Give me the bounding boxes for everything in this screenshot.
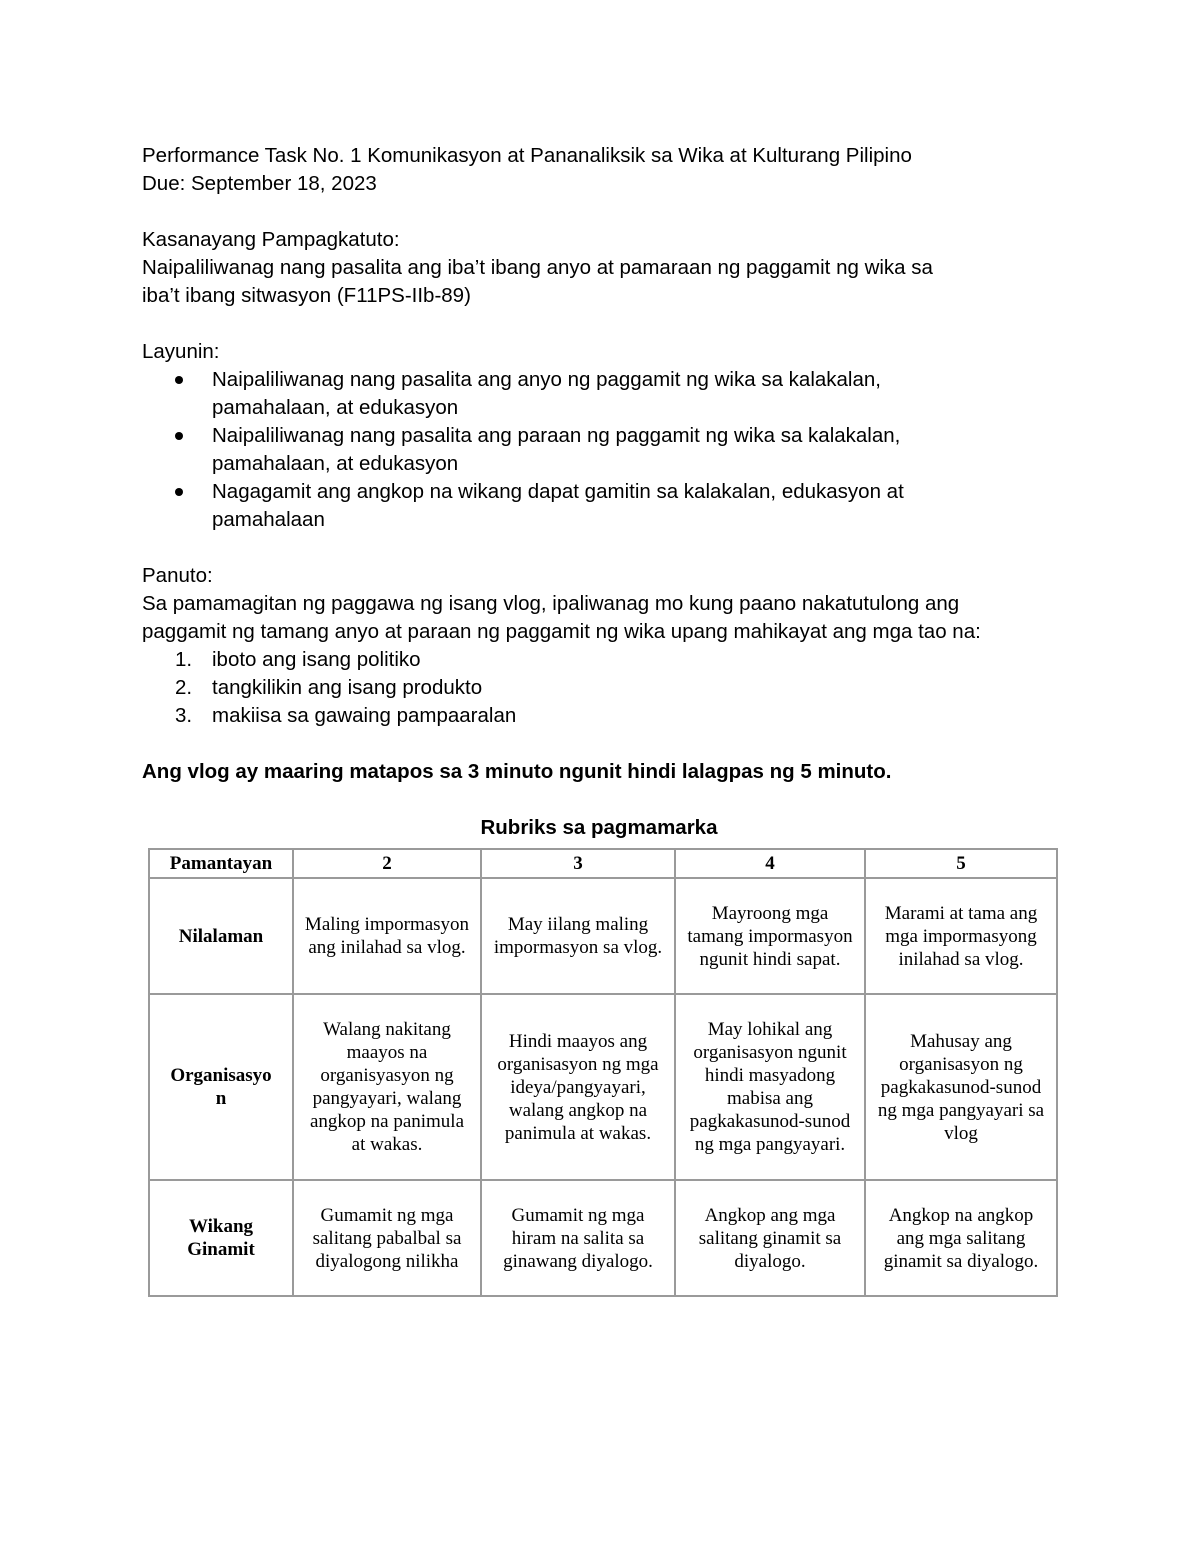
due-date: Due: September 18, 2023 [142, 172, 377, 195]
rubric-cell: Walang nakitang maayos na organisyasyon ng pangyayari, walang angkop na panimula at wakas. [293, 994, 481, 1180]
layunin-item: Naipaliliwanag nang pasalita ang paraan ng paggamit ng wika sa kalakalan, pamahalaan, at edukasyon [142, 422, 1072, 478]
criterion-cell: Organisasyo n [149, 994, 293, 1180]
item-text: iboto ang isang politiko [212, 648, 421, 671]
panuto-line: Sa pamamagitan ng paggawa ng isang vlog, ipaliwanag mo kung paano nakatutulong ang [142, 592, 960, 615]
criterion-cell: Wikang Ginamit [149, 1180, 293, 1296]
layunin-list [142, 366, 1072, 534]
header-cell: Pamantayan [149, 849, 293, 878]
panuto-item [142, 646, 1072, 674]
header-cell: 2 [293, 849, 481, 878]
rubric-header-row [149, 849, 1057, 878]
kasanayan-line: iba’t ibang sitwasyon (F11PS-IIb-89) [142, 284, 471, 307]
panuto-item [142, 702, 1072, 730]
task-title: Performance Task No. 1 Komunikasyon at Pananaliksik sa Wika at Kulturang Pilipino [142, 144, 912, 167]
rubric-cell: Angkop ang mga salitang ginamit sa diyalogo. [675, 1180, 865, 1296]
rubric-row [149, 878, 1057, 994]
panuto-list [142, 646, 1072, 730]
item-text: tangkilikin ang isang produkto [212, 676, 483, 699]
rubric-row [149, 1180, 1057, 1296]
vlog-duration-note: Ang vlog ay maaring matapos sa 3 minuto ngunit hindi lalagpas ng 5 minuto. [142, 760, 892, 783]
layunin-heading: Layunin: [142, 340, 220, 363]
rubric-cell: May iilang maling impormasyon sa vlog. [481, 878, 675, 994]
rubric-cell: Marami at tama ang mga impormasyong inilahad sa vlog. [865, 878, 1057, 994]
layunin-item: Nagagamit ang angkop na wikang dapat gamitin sa kalakalan, edukasyon at pamahalaan [142, 478, 1072, 534]
rubric-row [149, 994, 1057, 1180]
rubric-cell: Mahusay ang organisasyon ng pagkakasunod-sunod ng mga pangyayari sa vlog [865, 994, 1057, 1180]
panuto-line: paggamit ng tamang anyo at paraan ng paggamit ng wika upang mahikayat ang mga tao na: [142, 620, 981, 643]
rubric-title: Rubriks sa pagmamarka [480, 816, 718, 839]
kasanayan-heading: Kasanayang Pampagkatuto: [142, 228, 400, 251]
rubric-cell: Gumamit ng mga salitang pabalbal sa diyalogong nilikha [293, 1180, 481, 1296]
rubric-cell: Mayroong mga tamang impormasyon ngunit hindi sapat. [675, 878, 865, 994]
layunin-item: Naipaliliwanag nang pasalita ang anyo ng paggamit ng wika sa kalakalan, pamahalaan, at edukasyon [142, 366, 1072, 422]
item-text: makiisa sa gawaing pampaaralan [212, 704, 517, 727]
item-number: 2. [175, 676, 193, 699]
document-body [142, 142, 1072, 786]
rubric-cell: Maling impormasyon ang inilahad sa vlog. [293, 878, 481, 994]
rubric-cell: Hindi maayos ang organisasyon ng mga ideya/pangyayari, walang angkop na panimula at wakas. [481, 994, 675, 1180]
criterion-cell: Nilalaman [149, 878, 293, 994]
header-cell: 4 [675, 849, 865, 878]
item-number: 1. [175, 648, 193, 671]
rubric-table [148, 848, 1058, 1297]
panuto-heading: Panuto: [142, 564, 213, 587]
rubric-cell: Angkop na angkop ang mga salitang ginamit sa diyalogo. [865, 1180, 1057, 1296]
rubric-cell: May lohikal ang organisasyon ngunit hindi masyadong mabisa ang pagkakasunod-sunod ng mga pangyayari. [675, 994, 865, 1180]
header-cell: 3 [481, 849, 675, 878]
header-cell: 5 [865, 849, 1057, 878]
panuto-item [142, 674, 1072, 702]
kasanayan-line: Naipaliliwanag nang pasalita ang iba’t ibang anyo at pamaraan ng paggamit ng wika sa [142, 256, 933, 279]
rubric-cell: Gumamit ng mga hiram na salita sa ginawang diyalogo. [481, 1180, 675, 1296]
item-number: 3. [175, 704, 193, 727]
